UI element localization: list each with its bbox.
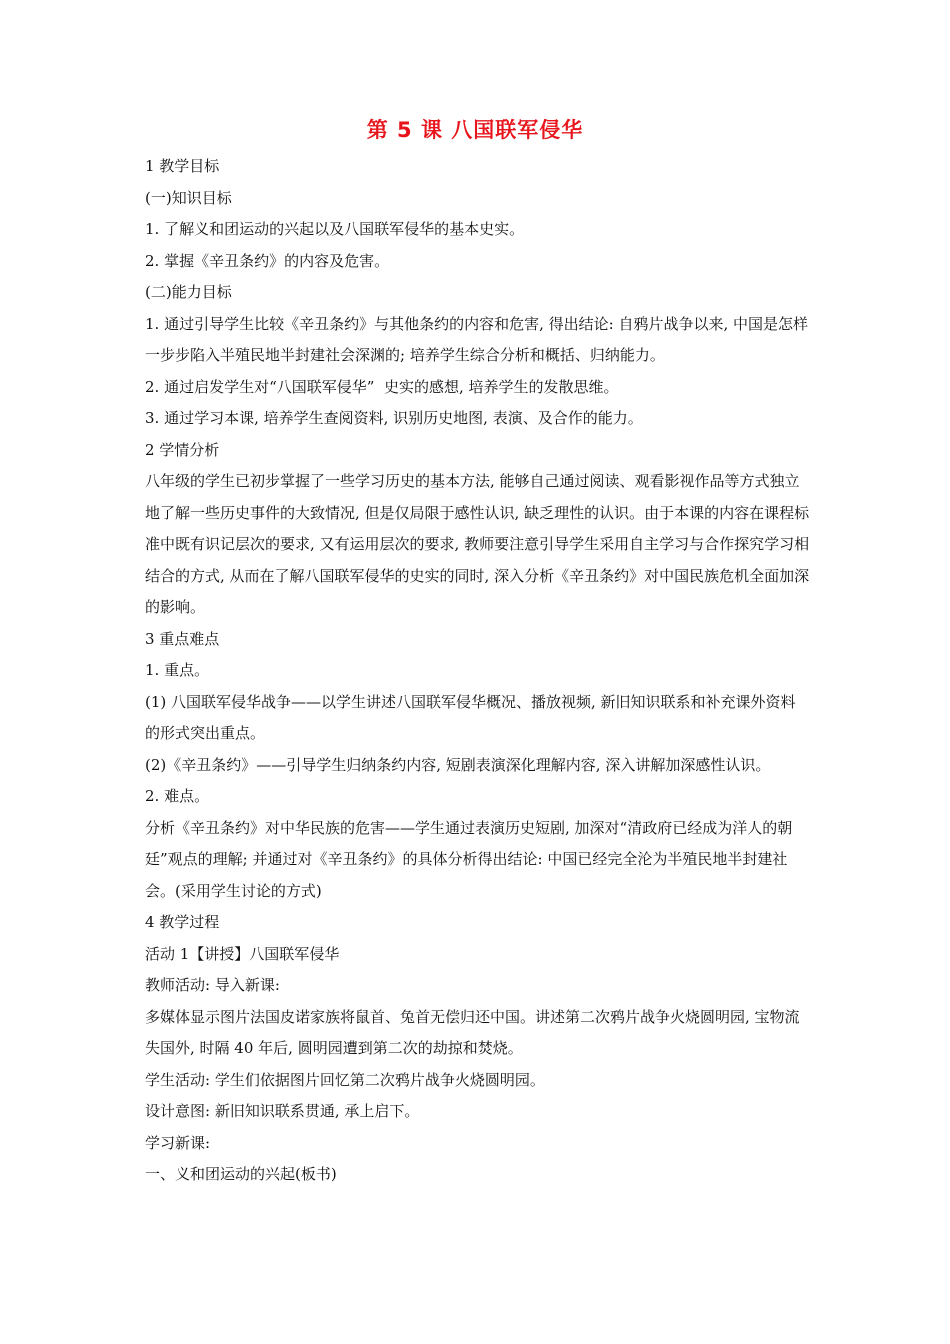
paragraph: (1) 八国联军侵华战争——以学生讲述八国联军侵华概况、播放视频, 新旧知识联系和补充课外资料的形式突出重点。 [145, 692, 796, 742]
paragraph: 设计意图: 新旧知识联系贯通, 承上启下。 [145, 1102, 420, 1120]
paragraph: 2. 通过启发学生对“八国联军侵华” 史实的感想, 培养学生的发散思维。 [145, 377, 619, 396]
lesson-title: 第 5 课 八国联军侵华 [366, 118, 584, 142]
document-body [145, 151, 810, 1191]
paragraph: 2. 掌握《辛丑条约》的内容及危害。 [145, 251, 390, 270]
paragraph: 1. 重点。 [145, 661, 210, 679]
section-heading-key-points: 3 重点难点 [145, 629, 220, 648]
subheading-ability-goals: (二)能力目标 [145, 283, 232, 301]
paragraph: 2. 难点。 [145, 787, 210, 805]
paragraph: 一、义和团运动的兴起(板书) [145, 1165, 337, 1183]
paragraph: 1. 通过引导学生比较《辛丑条约》与其他条约的内容和危害, 得出结论: 自鸦片战争以来, 中国是怎样一步步陷入半殖民地半封建社会深渊的; 培养学生综合分析和概括、归纳能力。 [145, 314, 808, 364]
paragraph: 多媒体显示图片法国皮诺家族将鼠首、兔首无偿归还中国。讲述第二次鸦片战争火烧圆明园, 宝物流失国外, 时隔 40 年后, 圆明园遭到第二次的劫掠和焚烧。 [145, 1007, 800, 1057]
paragraph: 分析《辛丑条约》对中华民族的危害——学生通过表演历史短剧, 加深对“清政府已经成为洋人的朝廷”观点的理解; 并通过对《辛丑条约》的具体分析得出结论: 中国已经完全沦为半殖民地半封建社会。(采用学生讨论的方式) [145, 818, 793, 900]
paragraph: (2)《辛丑条约》——引导学生归纳条约内容, 短剧表演深化理解内容, 深入讲解加深感性认识。 [145, 755, 771, 774]
section-heading-student-analysis: 2 学情分析 [145, 440, 220, 459]
paragraph: 1. 了解义和团运动的兴起以及八国联军侵华的基本史实。 [145, 220, 525, 238]
section-heading-teaching-process: 4 教学过程 [145, 913, 220, 931]
paragraph: 学生活动: 学生们依据图片回忆第二次鸦片战争火烧圆明园。 [145, 1070, 545, 1089]
paragraph: 八年级的学生已初步掌握了一些学习历史的基本方法, 能够自己通过阅读、观看影视作品等方式独立地了解一些历史事件的大致情况, 但是仅局限于感性认识, 缺乏理性的认识。由于本课的内容在课程标准中既有识记层次的要求, 又有运用层次的要求, 教师要注意引导学生采用自主学习与合作探究学习相结合的方式, 从而在了解八国联军侵华的史实的同时, 深入分析《辛丑条约》对中国民族危机全面加深的影响。 [145, 472, 810, 616]
paragraph: 教师活动: 导入新课: [145, 976, 280, 994]
paragraph: 活动 1【讲授】八国联军侵华 [145, 944, 340, 963]
paragraph: 3. 通过学习本课, 培养学生查阅资料, 识别历史地图, 表演、及合作的能力。 [145, 409, 643, 427]
section-heading-objectives: 1 教学目标 [145, 157, 220, 175]
subheading-knowledge-goals: (一)知识目标 [145, 188, 232, 207]
paragraph: 学习新课: [145, 1133, 211, 1152]
